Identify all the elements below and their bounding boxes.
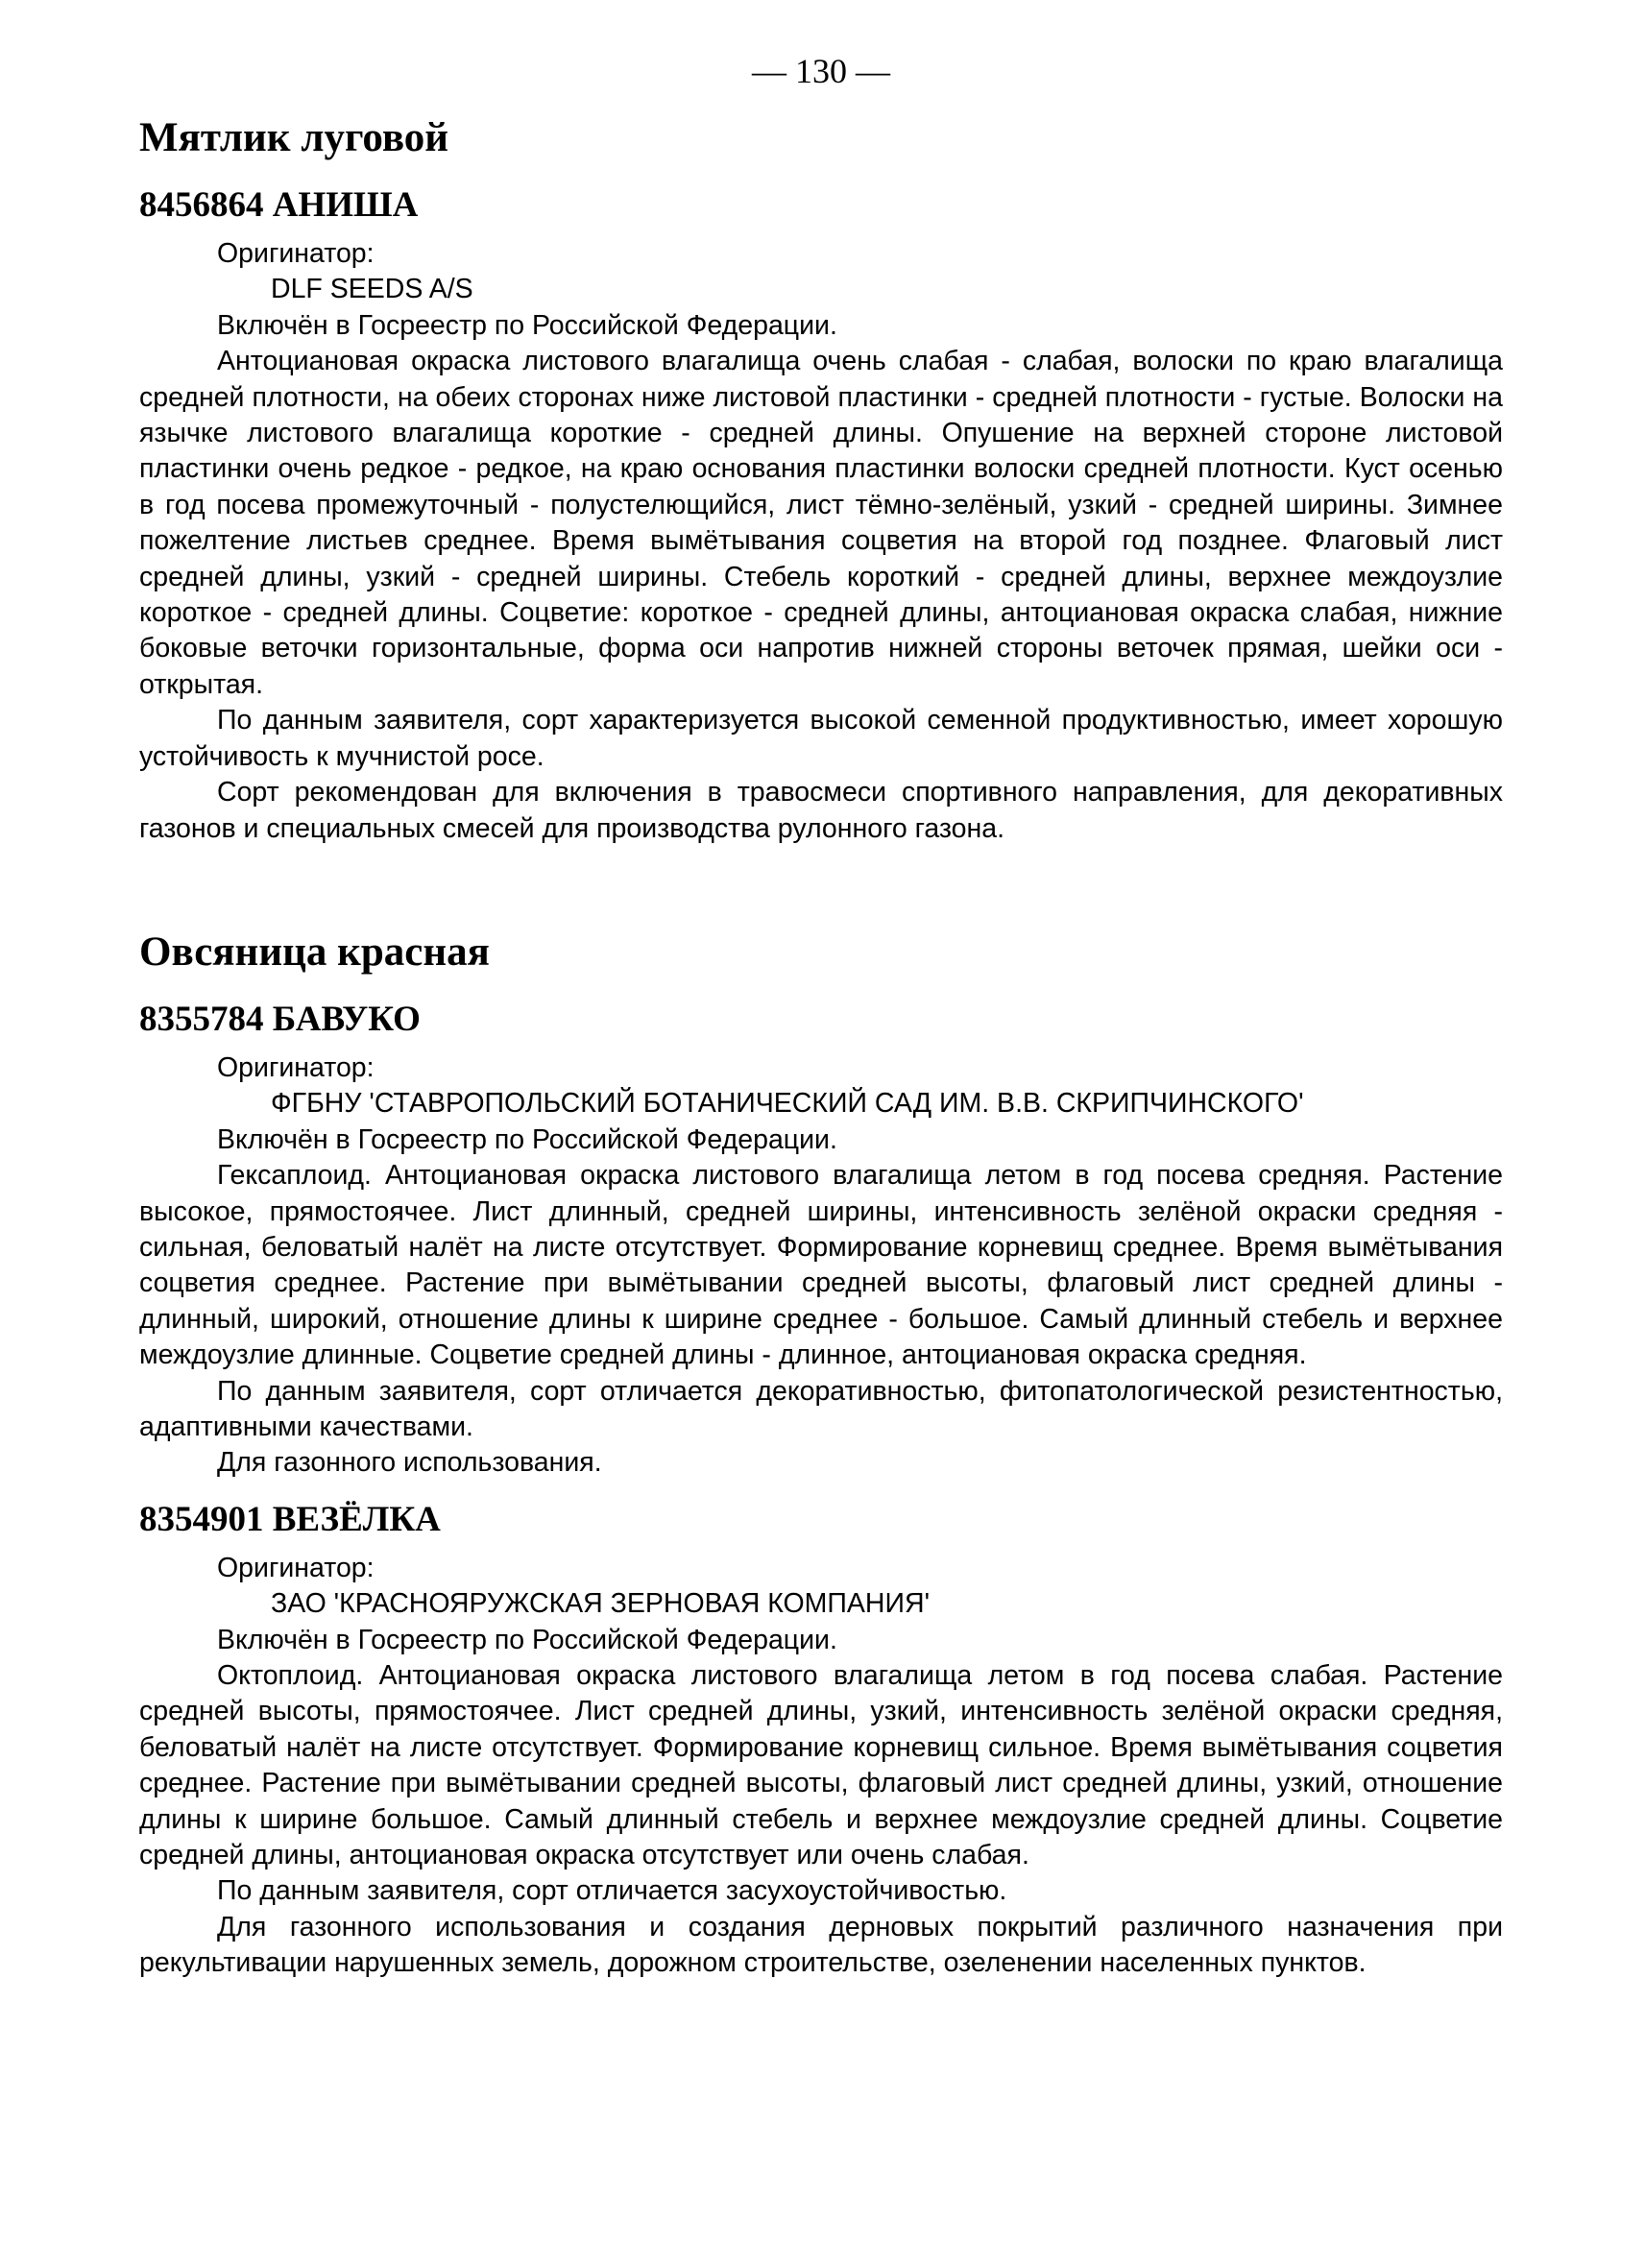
registry-note: Включён в Госреестр по Российской Федерации. — [217, 309, 837, 341]
originator-label: Оригинатор: — [217, 238, 375, 269]
variety-entry — [139, 179, 1503, 847]
applicant-note-paragraph: По данным заявителя, сорт отличается засухоустойчивостью. — [217, 1875, 1007, 1907]
species-section — [139, 924, 1503, 1982]
originator-name: DLF SEEDS A/S — [271, 274, 473, 305]
page-number: — 130 — — [752, 52, 890, 90]
variety-heading: 8456864 АНИША — [139, 185, 419, 225]
applicant-note-paragraph: По данным заявителя, сорт характеризуется высокой семенной продуктивностью, имеет хорошую устойчивость к мучнистой росе. — [139, 705, 1503, 772]
description-paragraph: Октоплоид. Антоциановая окраска листового влагалища летом в год посева слабая. Растение средней высоты, прямостоячее. Лист средней длины, узкий, интенсивность зелёной окраски средняя, беловатый налёт на листе отсутствует. Формирование корневищ сильное. Время вымётывания соцветия среднее. Растение при вымётывании средней высоты, флаговый лист средней длины, узкий, отношение длины к ширине большое. Самый длинный стебель и верхнее междоузлие средней длины. Соцветие средней длины, антоциановая окраска отсутствует или очень слабая. — [139, 1660, 1503, 1871]
variety-heading: 8355784 БАВУКО — [139, 999, 421, 1039]
usage-paragraph: Сорт рекомендован для включения в травосмеси спортивного направления, для декоративных газонов и специальных смесей для производства рулонного газона. — [139, 777, 1503, 844]
description-paragraph: Антоциановая окраска листового влагалища очень слабая - слабая, волоски по краю влагалища средней плотности, на обеих сторонах ниже листовой пластинки - средней плотности - густые. Волоски на язычке листового влагалища короткие - средней длины. Опушение на верхней стороне листовой пластинки очень редкое - редкое, на краю основания пластинки волоски средней плотности. Куст осенью в год посева промежуточный - полустелющийся, лист тёмно-зелёный, узкий - средней ширины. Зимнее пожелтение листьев среднее. Время вымётывания соцветия на второй год позднее. Флаговый лист средней длины, узкий - средней ширины. Стебель короткий - средней длины, верхнее междоузлие короткое - средней длины. Соцветие: короткое - средней длины, антоциановая окраска слабая, нижние боковые веточки горизонтальные, форма оси напротив нижней стороны веточек прямая, шейки оси - открытая. — [139, 346, 1503, 700]
variety-heading: 8354901 ВЕЗЁЛКА — [139, 1499, 441, 1539]
description-paragraph: Гексаплоид. Антоциановая окраска листового влагалища летом в год посева средняя. Растение высокое, прямостоячее. Лист длинный, средней ширины, интенсивность зелёной окраски средняя - сильная, беловатый налёт на листе отсутствует. Формирование корневищ среднее. Время вымётывания соцветия среднее. Растение при вымётывании средней высоты, флаговый лист средней длины - длинный, широкий, отношение длины к ширине среднее - большое. Самый длинный стебель и верхнее междоузлие длинные. Соцветие средней длины - длинное, антоциановая окраска средняя. — [139, 1160, 1503, 1371]
originator-label: Оригинатор: — [217, 1552, 375, 1583]
species-section — [139, 109, 1503, 847]
variety-entry — [139, 1493, 1503, 1982]
originator-name: ФГБНУ 'СТАВРОПОЛЬСКИЙ БОТАНИЧЕСКИЙ САД ИМ. В.В. СКРИПЧИНСКОГО' — [271, 1088, 1304, 1120]
species-heading: Мятлик луговой — [139, 115, 449, 160]
registry-note: Включён в Госреестр по Российской Федерации. — [217, 1624, 837, 1655]
usage-paragraph: Для газонного использования и создания дерновых покрытий различного назначения при рекультивации нарушенных земель, дорожном строительстве, озеленении населенных пунктов. — [139, 1911, 1503, 1979]
applicant-note-paragraph: По данным заявителя, сорт отличается декоративностью, фитопатологической резистентностью, адаптивными качествами. — [139, 1375, 1503, 1442]
registry-note: Включён в Госреестр по Российской Федерации. — [217, 1123, 837, 1155]
originator-name: ЗАО 'КРАСНОЯРУЖСКАЯ ЗЕРНОВАЯ КОМПАНИЯ' — [271, 1588, 931, 1620]
originator-label: Оригинатор: — [217, 1051, 375, 1083]
species-heading: Овсяница красная — [139, 929, 490, 975]
document-page — [139, 46, 1503, 1982]
variety-entry — [139, 993, 1503, 1482]
usage-paragraph: Для газонного использования. — [217, 1447, 602, 1479]
